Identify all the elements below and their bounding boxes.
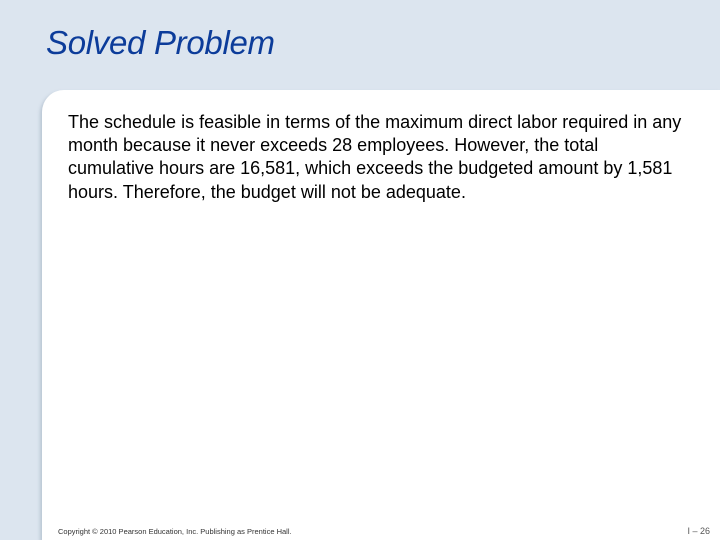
content-panel	[42, 90, 720, 540]
body-text: The schedule is feasible in terms of the maximum direct labor required in any month because it never exceeds 28 employees. However, the total cumulative hours are 16,581, which exceeds the budgeted amount by 1,581 hours. Therefore, the budget will not be adequate.	[68, 112, 682, 202]
slide-title: Solved Problem	[46, 24, 275, 61]
copyright-notice: Copyright © 2010 Pearson Education, Inc. Publishing as Prentice Hall.	[58, 527, 292, 536]
page-number: I – 26	[687, 526, 710, 536]
